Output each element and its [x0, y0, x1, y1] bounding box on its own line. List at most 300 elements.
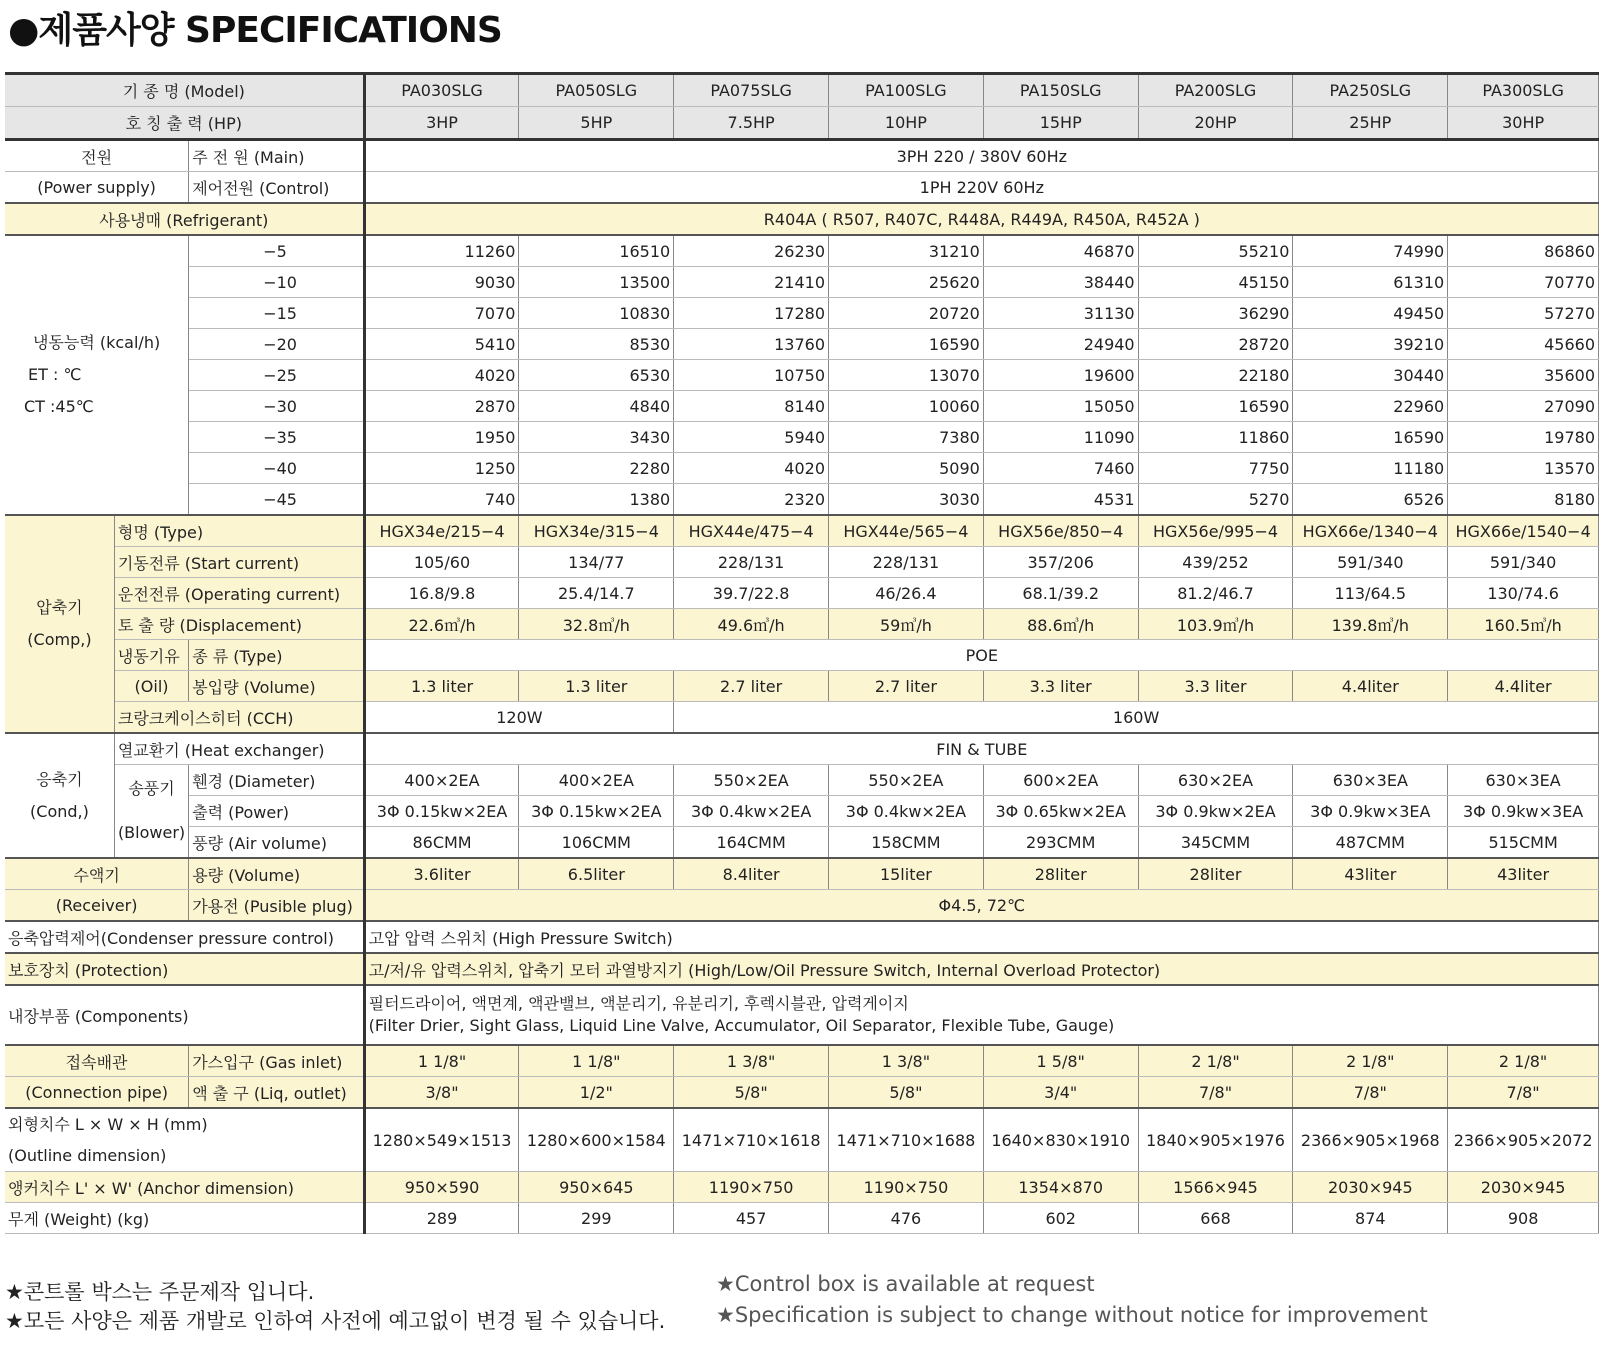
outline-label [5, 1108, 364, 1172]
capacity-value-cell: 16590 [1293, 422, 1448, 453]
capacity-value-cell: 11860 [1138, 422, 1293, 453]
capacity-value-cell: 5090 [829, 453, 984, 484]
comp-oper-cell: 130/74.6 [1448, 578, 1599, 609]
gas-cell: 1 3/8" [674, 1045, 829, 1077]
capacity-value-cell: 25620 [829, 267, 984, 298]
capacity-value-cell: 11180 [1293, 453, 1448, 484]
capacity-value-cell: 8530 [519, 329, 674, 360]
receiver-vol-cell: 43liter [1448, 858, 1599, 890]
capacity-value-cell: 49450 [1293, 298, 1448, 329]
oil-type-label: 종 류 (Type) [189, 640, 364, 671]
fan-power-label: 출력 (Power) [189, 796, 364, 827]
comp-disp-cell: 59㎥/h [829, 609, 984, 640]
pipe-label-en: (Connection pipe) [5, 1077, 189, 1109]
cond-power-row [5, 796, 1599, 827]
capacity-value-cell: 740 [364, 484, 519, 516]
capacity-row [5, 235, 1599, 267]
capacity-value-cell: 5410 [364, 329, 519, 360]
oil-type-value: POE [364, 640, 1598, 671]
comp-start-row [5, 547, 1599, 578]
anchor-cell: 1566×945 [1138, 1172, 1293, 1203]
protection-row [5, 953, 1599, 985]
receiver-vol-cell: 15liter [829, 858, 984, 890]
gas-label: 가스입구 (Gas inlet) [189, 1045, 364, 1077]
receiver-vol-cell: 6.5liter [519, 858, 674, 890]
cond-pressure-label: 응축압력제어(Condenser pressure control) [5, 921, 364, 953]
evap-temp-cell: −25 [189, 360, 364, 391]
model-cell: PA250SLG [1293, 74, 1448, 107]
gas-cell: 1 1/8" [364, 1045, 519, 1077]
comp-start-label: 기동전류 (Start current) [114, 547, 364, 578]
hp-cell: 30HP [1448, 107, 1599, 140]
pipe-gas-row [5, 1045, 1599, 1077]
liq-cell: 7/8" [1138, 1077, 1293, 1109]
capacity-value-cell: 4531 [983, 484, 1138, 516]
model-cell: PA100SLG [829, 74, 984, 107]
dia-cell: 550×2EA [674, 765, 829, 796]
capacity-value-cell: 38440 [983, 267, 1138, 298]
comp-disp-cell: 22.6㎥/h [364, 609, 519, 640]
liq-cell: 5/8" [829, 1077, 984, 1109]
oil-label-ko: 냉동기유 [114, 640, 188, 671]
dia-cell: 400×2EA [364, 765, 519, 796]
model-cell: PA300SLG [1448, 74, 1599, 107]
comp-disp-cell: 32.8㎥/h [519, 609, 674, 640]
components-value-en: (Filter Drier, Sight Glass, Liquid Line Valve, Accumulator, Oil Separator, Flexible Tube, Gauge) [368, 1016, 1115, 1035]
hp-row [5, 107, 1599, 140]
capacity-value-cell: 7380 [829, 422, 984, 453]
hp-cell: 10HP [829, 107, 984, 140]
evap-temp-cell: −15 [189, 298, 364, 329]
evap-temp-cell: −35 [189, 422, 364, 453]
blower-label [114, 765, 188, 859]
oil-vol-row [5, 671, 1599, 702]
outline-cell: 2366×905×2072 [1448, 1108, 1599, 1172]
gas-cell: 2 1/8" [1448, 1045, 1599, 1077]
condenser-label-en: (Cond,) [30, 801, 89, 821]
capacity-value-cell: 16590 [1138, 391, 1293, 422]
air-cell: 106CMM [519, 827, 674, 859]
comp-type-row [5, 515, 1599, 547]
cond-hx-row [5, 733, 1599, 765]
capacity-value-cell: 3430 [519, 422, 674, 453]
capacity-row [5, 484, 1599, 516]
capacity-row [5, 422, 1599, 453]
capacity-value-cell: 55210 [1138, 235, 1293, 267]
model-cell: PA075SLG [674, 74, 829, 107]
power-main-value: 3PH 220 / 380V 60Hz [364, 140, 1598, 172]
capacity-value-cell: 22960 [1293, 391, 1448, 422]
capacity-value-cell: 15050 [983, 391, 1138, 422]
comp-oper-cell: 39.7/22.8 [674, 578, 829, 609]
outline-cell: 1640×830×1910 [983, 1108, 1138, 1172]
evap-temp-cell: −45 [189, 484, 364, 516]
liq-cell: 7/8" [1293, 1077, 1448, 1109]
capacity-value-cell: 45660 [1448, 329, 1599, 360]
capacity-value-cell: 70770 [1448, 267, 1599, 298]
comp-disp-cell: 160.5㎥/h [1448, 609, 1599, 640]
components-row [5, 985, 1599, 1045]
capacity-value-cell: 57270 [1448, 298, 1599, 329]
gas-cell: 1 3/8" [829, 1045, 984, 1077]
capacity-value-cell: 3030 [829, 484, 984, 516]
dia-cell: 550×2EA [829, 765, 984, 796]
capacity-value-cell: 28720 [1138, 329, 1293, 360]
gas-cell: 2 1/8" [1138, 1045, 1293, 1077]
anchor-cell: 1190×750 [674, 1172, 829, 1203]
cch-label: 크랑크케이스히터 (CCH) [114, 702, 364, 734]
anchor-cell: 2030×945 [1293, 1172, 1448, 1203]
cond-pressure-value: 고압 압력 스위치 (High Pressure Switch) [364, 921, 1598, 953]
power-label-en: (Power supply) [5, 172, 189, 204]
fan-power-cell: 3Φ 0.4kw×2EA [674, 796, 829, 827]
weight-cell: 299 [519, 1203, 674, 1234]
condenser-label [5, 733, 114, 858]
capacity-value-cell: 4020 [674, 453, 829, 484]
dia-cell: 400×2EA [519, 765, 674, 796]
capacity-value-cell: 86860 [1448, 235, 1599, 267]
capacity-value-cell: 13500 [519, 267, 674, 298]
receiver-label-ko: 수액기 [5, 858, 189, 890]
hp-cell: 25HP [1293, 107, 1448, 140]
anchor-cell: 2030×945 [1448, 1172, 1599, 1203]
capacity-value-cell: 13070 [829, 360, 984, 391]
model-row [5, 74, 1599, 107]
capacity-value-cell: 9030 [364, 267, 519, 298]
oil-vol-cell: 1.3 liter [519, 671, 674, 702]
outline-cell: 1280×549×1513 [364, 1108, 519, 1172]
capacity-value-cell: 5270 [1138, 484, 1293, 516]
fan-power-cell: 3Φ 0.9kw×3EA [1448, 796, 1599, 827]
capacity-label-ct: CT :45℃ [24, 397, 94, 416]
hp-cell: 7.5HP [674, 107, 829, 140]
capacity-value-cell: 2870 [364, 391, 519, 422]
comp-oper-cell: 68.1/39.2 [983, 578, 1138, 609]
gas-cell: 1 1/8" [519, 1045, 674, 1077]
oil-vol-cell: 3.3 liter [983, 671, 1138, 702]
fan-power-cell: 3Φ 0.4kw×2EA [829, 796, 984, 827]
capacity-row [5, 329, 1599, 360]
capacity-value-cell: 11090 [983, 422, 1138, 453]
air-cell: 487CMM [1293, 827, 1448, 859]
power-main-row [5, 140, 1599, 172]
plug-value: Φ4.5, 72℃ [364, 890, 1598, 922]
comp-disp-cell: 88.6㎥/h [983, 609, 1138, 640]
comp-oper-label: 운전전류 (Operating current) [114, 578, 364, 609]
capacity-value-cell: 6526 [1293, 484, 1448, 516]
receiver-vol-cell: 28liter [983, 858, 1138, 890]
specifications-table [5, 72, 1599, 1234]
capacity-value-cell: 74990 [1293, 235, 1448, 267]
note-en-2: ★Specification is subject to change without notice for improvement [716, 1303, 1428, 1327]
anchor-cell: 1190×750 [829, 1172, 984, 1203]
liq-cell: 5/8" [674, 1077, 829, 1109]
weight-cell: 668 [1138, 1203, 1293, 1234]
capacity-value-cell: 22180 [1138, 360, 1293, 391]
power-main-label: 주 전 원 (Main) [189, 140, 364, 172]
capacity-value-cell: 8140 [674, 391, 829, 422]
comp-oper-cell: 16.8/9.8 [364, 578, 519, 609]
components-value-ko: 필터드라이어, 액면계, 액관밸브, 액분리기, 유분리기, 후렉시블관, 압력게이지 [368, 994, 909, 1013]
note-en-1: ★Control box is available at request [716, 1272, 1095, 1296]
comp-type-cell: HGX44e/475−4 [674, 515, 829, 547]
evap-temp-cell: −20 [189, 329, 364, 360]
receiver-vol-cell: 8.4liter [674, 858, 829, 890]
model-cell: PA200SLG [1138, 74, 1293, 107]
compressor-label-ko: 압축기 [36, 598, 83, 617]
cond-pressure-row [5, 921, 1599, 953]
weight-row [5, 1203, 1599, 1234]
capacity-value-cell: 8180 [1448, 484, 1599, 516]
oil-label-en: (Oil) [114, 671, 188, 702]
capacity-value-cell: 13570 [1448, 453, 1599, 484]
model-cell: PA030SLG [364, 74, 519, 107]
outline-cell: 1840×905×1976 [1138, 1108, 1293, 1172]
comp-disp-row [5, 609, 1599, 640]
capacity-value-cell: 19780 [1448, 422, 1599, 453]
comp-oper-cell: 25.4/14.7 [519, 578, 674, 609]
comp-oper-cell: 46/26.4 [829, 578, 984, 609]
evap-temp-cell: −30 [189, 391, 364, 422]
capacity-value-cell: 4020 [364, 360, 519, 391]
capacity-value-cell: 31130 [983, 298, 1138, 329]
comp-disp-label: 토 출 량 (Displacement) [114, 609, 364, 640]
capacity-value-cell: 7750 [1138, 453, 1293, 484]
capacity-row [5, 267, 1599, 298]
weight-cell: 908 [1448, 1203, 1599, 1234]
capacity-value-cell: 13760 [674, 329, 829, 360]
page-title: ●제품사양 SPECIFICATIONS [8, 10, 502, 51]
comp-type-cell: HGX34e/215−4 [364, 515, 519, 547]
capacity-value-cell: 7070 [364, 298, 519, 329]
comp-type-label: 형명 (Type) [114, 515, 364, 547]
capacity-value-cell: 20720 [829, 298, 984, 329]
anchor-cell: 950×590 [364, 1172, 519, 1203]
comp-type-cell: HGX66e/1340−4 [1293, 515, 1448, 547]
dia-cell: 630×3EA [1293, 765, 1448, 796]
blower-label-en: (Blower) [117, 823, 186, 842]
protection-label: 보호장치 (Protection) [5, 953, 364, 985]
capacity-label [5, 235, 189, 515]
receiver-vol-cell: 3.6liter [364, 858, 519, 890]
comp-oper-cell: 113/64.5 [1293, 578, 1448, 609]
capacity-value-cell: 7460 [983, 453, 1138, 484]
capacity-row [5, 453, 1599, 484]
cch-value-b: 160W [674, 702, 1599, 734]
receiver-plug-row [5, 890, 1599, 922]
comp-start-cell: 591/340 [1448, 547, 1599, 578]
capacity-value-cell: 6530 [519, 360, 674, 391]
comp-type-cell: HGX56e/995−4 [1138, 515, 1293, 547]
liq-cell: 3/4" [983, 1077, 1138, 1109]
capacity-value-cell: 36290 [1138, 298, 1293, 329]
hx-label: 열교환기 (Heat exchanger) [114, 733, 364, 765]
hp-cell: 5HP [519, 107, 674, 140]
fan-power-cell: 3Φ 0.15kw×2EA [519, 796, 674, 827]
capacity-value-cell: 10830 [519, 298, 674, 329]
capacity-label-et: ET : ℃ [28, 365, 82, 384]
power-control-row [5, 172, 1599, 204]
weight-cell: 476 [829, 1203, 984, 1234]
comp-type-cell: HGX56e/850−4 [983, 515, 1138, 547]
capacity-row [5, 391, 1599, 422]
weight-cell: 874 [1293, 1203, 1448, 1234]
weight-cell: 457 [674, 1203, 829, 1234]
weight-cell: 289 [364, 1203, 519, 1234]
capacity-value-cell: 39210 [1293, 329, 1448, 360]
comp-start-cell: 439/252 [1138, 547, 1293, 578]
gas-cell: 1 5/8" [983, 1045, 1138, 1077]
capacity-value-cell: 45150 [1138, 267, 1293, 298]
note-ko-1: ★콘트롤 박스는 주문제작 입니다. [5, 1280, 315, 1304]
air-cell: 345CMM [1138, 827, 1293, 859]
air-cell: 515CMM [1448, 827, 1599, 859]
cond-dia-row [5, 765, 1599, 796]
air-cell: 164CMM [674, 827, 829, 859]
protection-value: 고/저/유 압력스위치, 압축기 모터 과열방지기 (High/Low/Oil Pressure Switch, Internal Overload Protector) [364, 953, 1598, 985]
cch-value-a: 120W [364, 702, 674, 734]
air-cell: 86CMM [364, 827, 519, 859]
receiver-vol-row [5, 858, 1599, 890]
oil-vol-cell: 2.7 liter [674, 671, 829, 702]
evap-temp-cell: −40 [189, 453, 364, 484]
pipe-liq-row [5, 1077, 1599, 1109]
dia-cell: 630×3EA [1448, 765, 1599, 796]
power-control-label: 제어전원 (Control) [189, 172, 364, 204]
refrigerant-label: 사용냉매 (Refrigerant) [5, 203, 364, 235]
outline-cell: 1471×710×1688 [829, 1108, 984, 1172]
air-label: 풍량 (Air volume) [189, 827, 364, 859]
anchor-row [5, 1172, 1599, 1203]
comp-oper-row [5, 578, 1599, 609]
comp-start-cell: 591/340 [1293, 547, 1448, 578]
fan-power-cell: 3Φ 0.15kw×2EA [364, 796, 519, 827]
oil-type-row [5, 640, 1599, 671]
oil-vol-cell: 4.4liter [1448, 671, 1599, 702]
model-label: 기 종 명 (Model) [5, 74, 364, 107]
capacity-value-cell: 2280 [519, 453, 674, 484]
comp-start-cell: 228/131 [829, 547, 984, 578]
air-cell: 158CMM [829, 827, 984, 859]
receiver-vol-cell: 43liter [1293, 858, 1448, 890]
weight-cell: 602 [983, 1203, 1138, 1234]
compressor-label [5, 515, 114, 733]
capacity-value-cell: 4840 [519, 391, 674, 422]
capacity-value-cell: 61310 [1293, 267, 1448, 298]
capacity-row [5, 360, 1599, 391]
capacity-value-cell: 21410 [674, 267, 829, 298]
capacity-row [5, 298, 1599, 329]
power-label-ko: 전원 [5, 140, 189, 172]
liq-label: 액 출 구 (Liq, outlet) [189, 1077, 364, 1109]
capacity-value-cell: 10060 [829, 391, 984, 422]
capacity-value-cell: 26230 [674, 235, 829, 267]
components-value [364, 985, 1598, 1045]
hx-value: FIN & TUBE [364, 733, 1598, 765]
outline-row [5, 1108, 1599, 1172]
comp-type-cell: HGX44e/565−4 [829, 515, 984, 547]
evap-temp-cell: −10 [189, 267, 364, 298]
oil-vol-cell: 1.3 liter [364, 671, 519, 702]
capacity-value-cell: 46870 [983, 235, 1138, 267]
oil-vol-cell: 4.4liter [1293, 671, 1448, 702]
receiver-vol-label: 용량 (Volume) [189, 858, 364, 890]
capacity-value-cell: 30440 [1293, 360, 1448, 391]
anchor-label: 앵커치수 L' × W' (Anchor dimension) [5, 1172, 364, 1203]
outline-label-2: (Outline dimension) [8, 1146, 167, 1165]
comp-start-cell: 134/77 [519, 547, 674, 578]
capacity-value-cell: 1250 [364, 453, 519, 484]
comp-start-cell: 357/206 [983, 547, 1138, 578]
capacity-value-cell: 24940 [983, 329, 1138, 360]
comp-start-cell: 105/60 [364, 547, 519, 578]
capacity-value-cell: 2320 [674, 484, 829, 516]
plug-label: 가용전 (Pusible plug) [189, 890, 364, 922]
evap-temp-cell: −5 [189, 235, 364, 267]
capacity-value-cell: 31210 [829, 235, 984, 267]
blower-label-ko: 송풍기 [128, 779, 175, 798]
outline-cell: 2366×905×1968 [1293, 1108, 1448, 1172]
capacity-value-cell: 10750 [674, 360, 829, 391]
receiver-vol-cell: 28liter [1138, 858, 1293, 890]
gas-cell: 2 1/8" [1293, 1045, 1448, 1077]
comp-disp-cell: 139.8㎥/h [1293, 609, 1448, 640]
fan-power-cell: 3Φ 0.9kw×3EA [1293, 796, 1448, 827]
note-ko-2: ★모든 사양은 제품 개발로 인하여 사전에 예고없이 변경 될 수 있습니다. [5, 1309, 666, 1333]
liq-cell: 7/8" [1448, 1077, 1599, 1109]
capacity-value-cell: 19600 [983, 360, 1138, 391]
capacity-value-cell: 11260 [364, 235, 519, 267]
dia-cell: 630×2EA [1138, 765, 1293, 796]
cch-row [5, 702, 1599, 734]
oil-vol-cell: 2.7 liter [829, 671, 984, 702]
hp-cell: 20HP [1138, 107, 1293, 140]
anchor-cell: 950×645 [519, 1172, 674, 1203]
model-cell: PA050SLG [519, 74, 674, 107]
outline-label-1: 외형치수 L × W × H (mm) [8, 1115, 208, 1134]
hp-label: 호 칭 출 력 (HP) [5, 107, 364, 140]
capacity-value-cell: 1380 [519, 484, 674, 516]
comp-type-cell: HGX66e/1540−4 [1448, 515, 1599, 547]
model-cell: PA150SLG [983, 74, 1138, 107]
dia-cell: 600×2EA [983, 765, 1138, 796]
outline-cell: 1471×710×1618 [674, 1108, 829, 1172]
capacity-value-cell: 17280 [674, 298, 829, 329]
refrigerant-value: R404A ( R507, R407C, R448A, R449A, R450A, R452A ) [364, 203, 1598, 235]
liq-cell: 3/8" [364, 1077, 519, 1109]
capacity-value-cell: 16510 [519, 235, 674, 267]
components-label: 내장부품 (Components) [5, 985, 364, 1045]
anchor-cell: 1354×870 [983, 1172, 1138, 1203]
air-cell: 293CMM [983, 827, 1138, 859]
hp-cell: 3HP [364, 107, 519, 140]
comp-start-cell: 228/131 [674, 547, 829, 578]
receiver-label-en: (Receiver) [5, 890, 189, 922]
comp-disp-cell: 49.6㎥/h [674, 609, 829, 640]
oil-vol-cell: 3.3 liter [1138, 671, 1293, 702]
pipe-label-ko: 접속배관 [5, 1045, 189, 1077]
capacity-value-cell: 16590 [829, 329, 984, 360]
weight-label: 무게 (Weight) (kg) [5, 1203, 364, 1234]
comp-disp-cell: 103.9㎥/h [1138, 609, 1293, 640]
compressor-label-en: (Comp,) [27, 630, 92, 649]
refrigerant-row [5, 203, 1599, 235]
cond-air-row [5, 827, 1599, 859]
hp-cell: 15HP [983, 107, 1138, 140]
capacity-value-cell: 35600 [1448, 360, 1599, 391]
capacity-value-cell: 1950 [364, 422, 519, 453]
capacity-value-cell: 27090 [1448, 391, 1599, 422]
